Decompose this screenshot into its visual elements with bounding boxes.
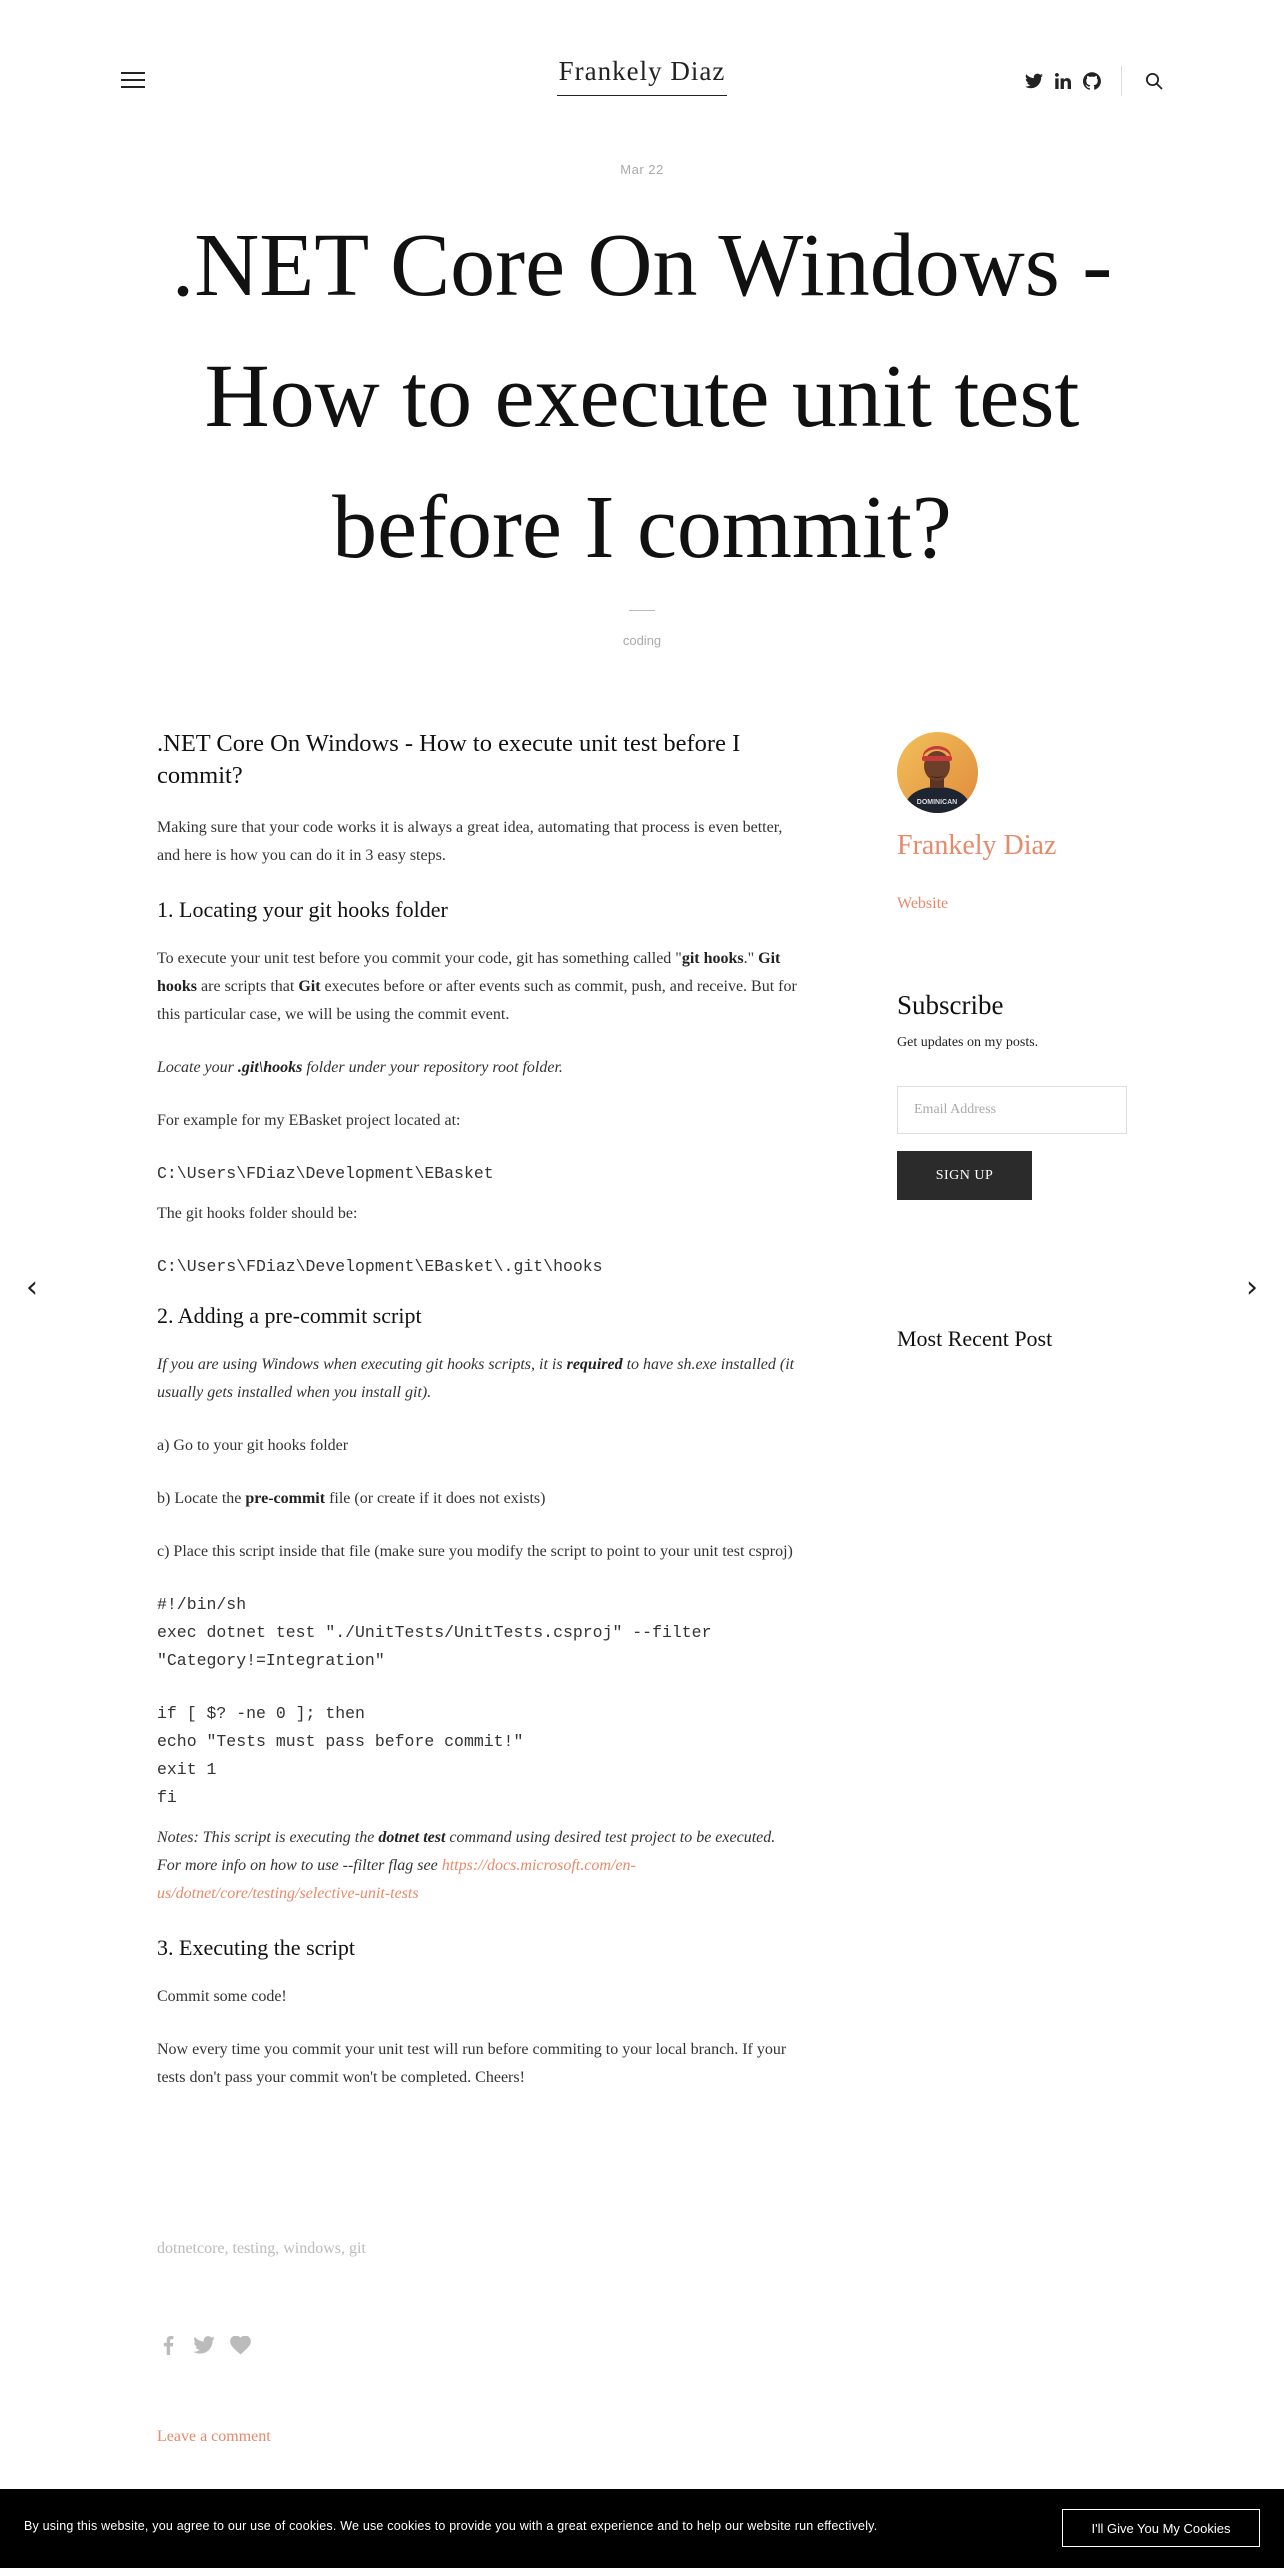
header-divider: [1121, 66, 1122, 96]
section-2-step-a: a) Go to your git hooks folder: [157, 1437, 349, 1454]
site-title[interactable]: Frankely Diaz: [557, 56, 728, 96]
code-script-part-2: if [ $? -ne 0 ]; then echo "Tests must pass before commit!" exit 1 fi: [157, 1704, 524, 1807]
post-tags[interactable]: dotnetcore, testing, windows, git: [157, 2240, 366, 2257]
most-recent-post-title: Most Recent Post: [897, 1326, 1053, 1351]
email-field[interactable]: [897, 1086, 1127, 1134]
article-heading: .NET Core On Windows - How to execute unit test before I commit?: [157, 730, 741, 789]
section-1-heading: 1. Locating your git hooks folder: [157, 897, 448, 922]
facebook-icon[interactable]: [157, 2334, 179, 2356]
post-title: .NET Core On Windows - How to execute unit test before I commit?: [171, 216, 1113, 577]
section-1-paragraph-1: To execute your unit test before you commit your code, git has something called "git hooks." Git hooks are scripts that Git executes before or after events such as commit, push, and receive. But for this particular case, we will be using the commit event.: [157, 950, 797, 1023]
article-body: [157, 728, 802, 2117]
heart-icon[interactable]: [229, 2334, 251, 2356]
author-name[interactable]: Frankely Diaz: [897, 830, 1057, 861]
section-2-heading: 2. Adding a pre-commit script: [157, 1303, 422, 1328]
leave-comment-link[interactable]: Leave a comment: [157, 2428, 271, 2445]
site-header: [0, 0, 1284, 150]
section-2-step-b: b) Locate the pre-commit file (or create if it does not exists): [157, 1490, 546, 1507]
cookie-banner: [0, 2489, 1284, 2568]
code-hooks-path: C:\Users\FDiaz\Development\EBasket\.git\hooks: [157, 1257, 603, 1276]
author-website-link[interactable]: Website: [897, 895, 949, 912]
next-post-arrow[interactable]: ›: [1246, 1270, 1258, 1305]
section-3-heading: 3. Executing the script: [157, 1935, 355, 1960]
post-category[interactable]: coding: [622, 633, 662, 648]
twitter-icon[interactable]: [1023, 70, 1045, 92]
section-2-note: Notes: This script is executing the dotnet test command using desired test project to be executed. For more info on how to use --filter flag see https://docs.microsoft.com/en-us/dotnet/core/testing/selective-unit-tests: [157, 1829, 776, 1902]
header-icons: [1016, 68, 1165, 94]
code-script-part-1: #!/bin/sh exec dotnet test "./UnitTests/UnitTests.csproj" --filter "Category!=Integration": [157, 1595, 712, 1670]
search-icon[interactable]: [1143, 70, 1165, 92]
docs-link[interactable]: https://docs.microsoft.com/en-us/dotnet/core/testing/selective-unit-tests: [157, 1857, 636, 1902]
twitter-icon[interactable]: [193, 2334, 215, 2356]
post-date: Mar 22: [620, 162, 664, 177]
prev-post-arrow[interactable]: ‹: [26, 1270, 38, 1305]
accept-cookies-button[interactable]: I'll Give You My Cookies: [1062, 2509, 1260, 2547]
avatar: [897, 732, 978, 813]
section-3-paragraph-1: Commit some code!: [157, 1988, 287, 2005]
title-divider: [629, 610, 655, 611]
subscribe-title: Subscribe: [897, 990, 1004, 1020]
cookie-text: By using this website, you agree to our use of cookies. We use cookies to provide you with a great experience and to help our website run effectively.: [24, 2519, 878, 2533]
section-3-paragraph-2: Now every time you commit your unit test will run before commiting to your local branch. If your tests don't pass your commit won't be completed. Cheers!: [157, 2041, 787, 2086]
section-2-step-c: c) Place this script inside that file (make sure you modify the script to point to your unit test csproj): [157, 1543, 793, 1560]
linkedin-icon[interactable]: [1052, 70, 1074, 92]
section-2-paragraph-1: If you are using Windows when executing git hooks scripts, it is required to have sh.exe installed (it usually gets installed when you install git).: [157, 1356, 795, 1401]
article-intro: Making sure that your code works it is always a great idea, automating that process is even better, and here is how you can do it in 3 easy steps.: [157, 819, 783, 864]
section-1-paragraph-3: For example for my EBasket project located at:: [157, 1112, 461, 1129]
share-icons: [157, 2334, 251, 2356]
section-1-paragraph-4: The git hooks folder should be:: [157, 1205, 358, 1222]
code-project-path: C:\Users\FDiaz\Development\EBasket: [157, 1164, 494, 1183]
signup-button[interactable]: SIGN UP: [897, 1151, 1032, 1200]
github-icon[interactable]: [1081, 70, 1103, 92]
subscribe-description: Get updates on my posts.: [897, 1035, 1039, 1050]
section-1-paragraph-2: Locate your .git\hooks folder under your repository root folder.: [157, 1059, 563, 1076]
svg-text:DOMINICAN: DOMINICAN: [916, 799, 958, 806]
